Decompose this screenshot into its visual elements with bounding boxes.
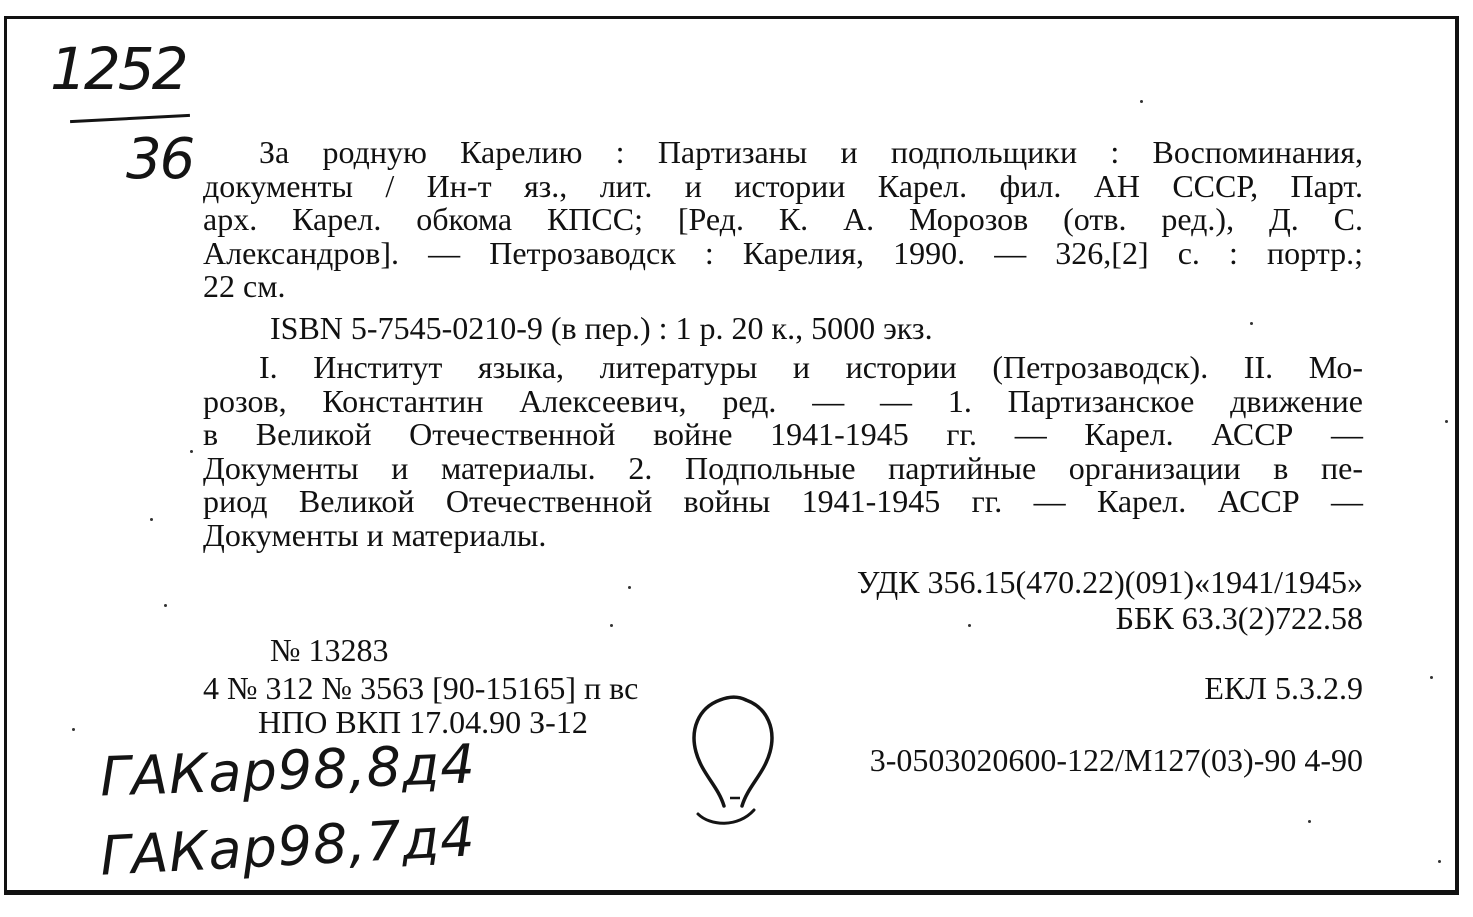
bibliographic-description	[203, 136, 1363, 304]
speck	[1445, 420, 1448, 423]
headings-line-3: в Великой Отечественной войне 1941-1945 гг. — Карел. АССР —	[203, 416, 1363, 452]
isbn-line: ISBN 5-7545-0210-9 (в пер.) : 1 р. 20 к., 5000 экз.	[270, 310, 933, 346]
speck	[1250, 322, 1253, 325]
headings-line-6: Документы и материалы.	[203, 516, 547, 553]
speck	[1438, 860, 1441, 863]
headings-line-1: I. Институт языка, литературы и истории (Петрозаводск). II. Мо-	[259, 349, 1363, 385]
card-number: № 13283	[270, 632, 389, 668]
headings-line-2: розов, Константин Алексеевич, ред. — — 1. Партизанское движение	[203, 382, 1363, 419]
headings-line-5: риод Великой Отечественной войны 1941-1945 гг. — Карел. АССР —	[203, 483, 1363, 519]
holding-note-2: ГАКар98,7д4	[98, 805, 478, 888]
headings-line-4: Документы и материалы. 2. Подпольные партийные организации в пе-	[203, 449, 1363, 486]
description-line-4: Александров]. — Петрозаводск : Карелия, 1990. — 326,[2] с. : портр.;	[203, 234, 1363, 271]
description-line-5: 22 см.	[203, 268, 286, 304]
speck	[1140, 100, 1143, 103]
ekl-index: ЕКЛ 5.3.2.9	[1204, 670, 1363, 706]
bbk-index: ББК 63.3(2)722.58	[1115, 600, 1363, 636]
speck	[190, 450, 193, 453]
speck	[1430, 676, 1433, 679]
udk-index: УДК 356.15(470.22)(091)«1941/1945»	[856, 564, 1363, 600]
speck	[1308, 820, 1311, 823]
description-line-3: арх. Карел. обкома КПСС; [Ред. К. А. Морозов (отв. ред.), Д. С.	[203, 201, 1363, 237]
npo-line: НПО ВКП 17.04.90 З-12	[258, 704, 588, 740]
subject-headings	[203, 351, 1363, 552]
publisher-code: 3-0503020600-122/М127(03)-90 4-90	[869, 742, 1363, 778]
holding-note-1: ГАКар98,8д4	[98, 732, 477, 809]
print-info: 4 № 312 № 3563 [90-15165] п вс	[203, 670, 639, 706]
speck	[72, 728, 75, 731]
speck	[610, 624, 613, 627]
description-line-2: документы / Ин-т яз., лит. и истории Карел. фил. АН СССР, Парт.	[203, 167, 1363, 204]
printer-mark-icon	[690, 690, 776, 830]
speck	[164, 604, 167, 607]
speck	[150, 518, 153, 521]
speck	[968, 624, 971, 627]
shelf-mark-bottom: 36	[126, 127, 194, 192]
description-line-1: За родную Карелию : Партизаны и подпольщики : Воспоминания,	[259, 134, 1363, 170]
shelf-mark-top: 1252	[50, 35, 186, 103]
speck	[628, 586, 631, 589]
